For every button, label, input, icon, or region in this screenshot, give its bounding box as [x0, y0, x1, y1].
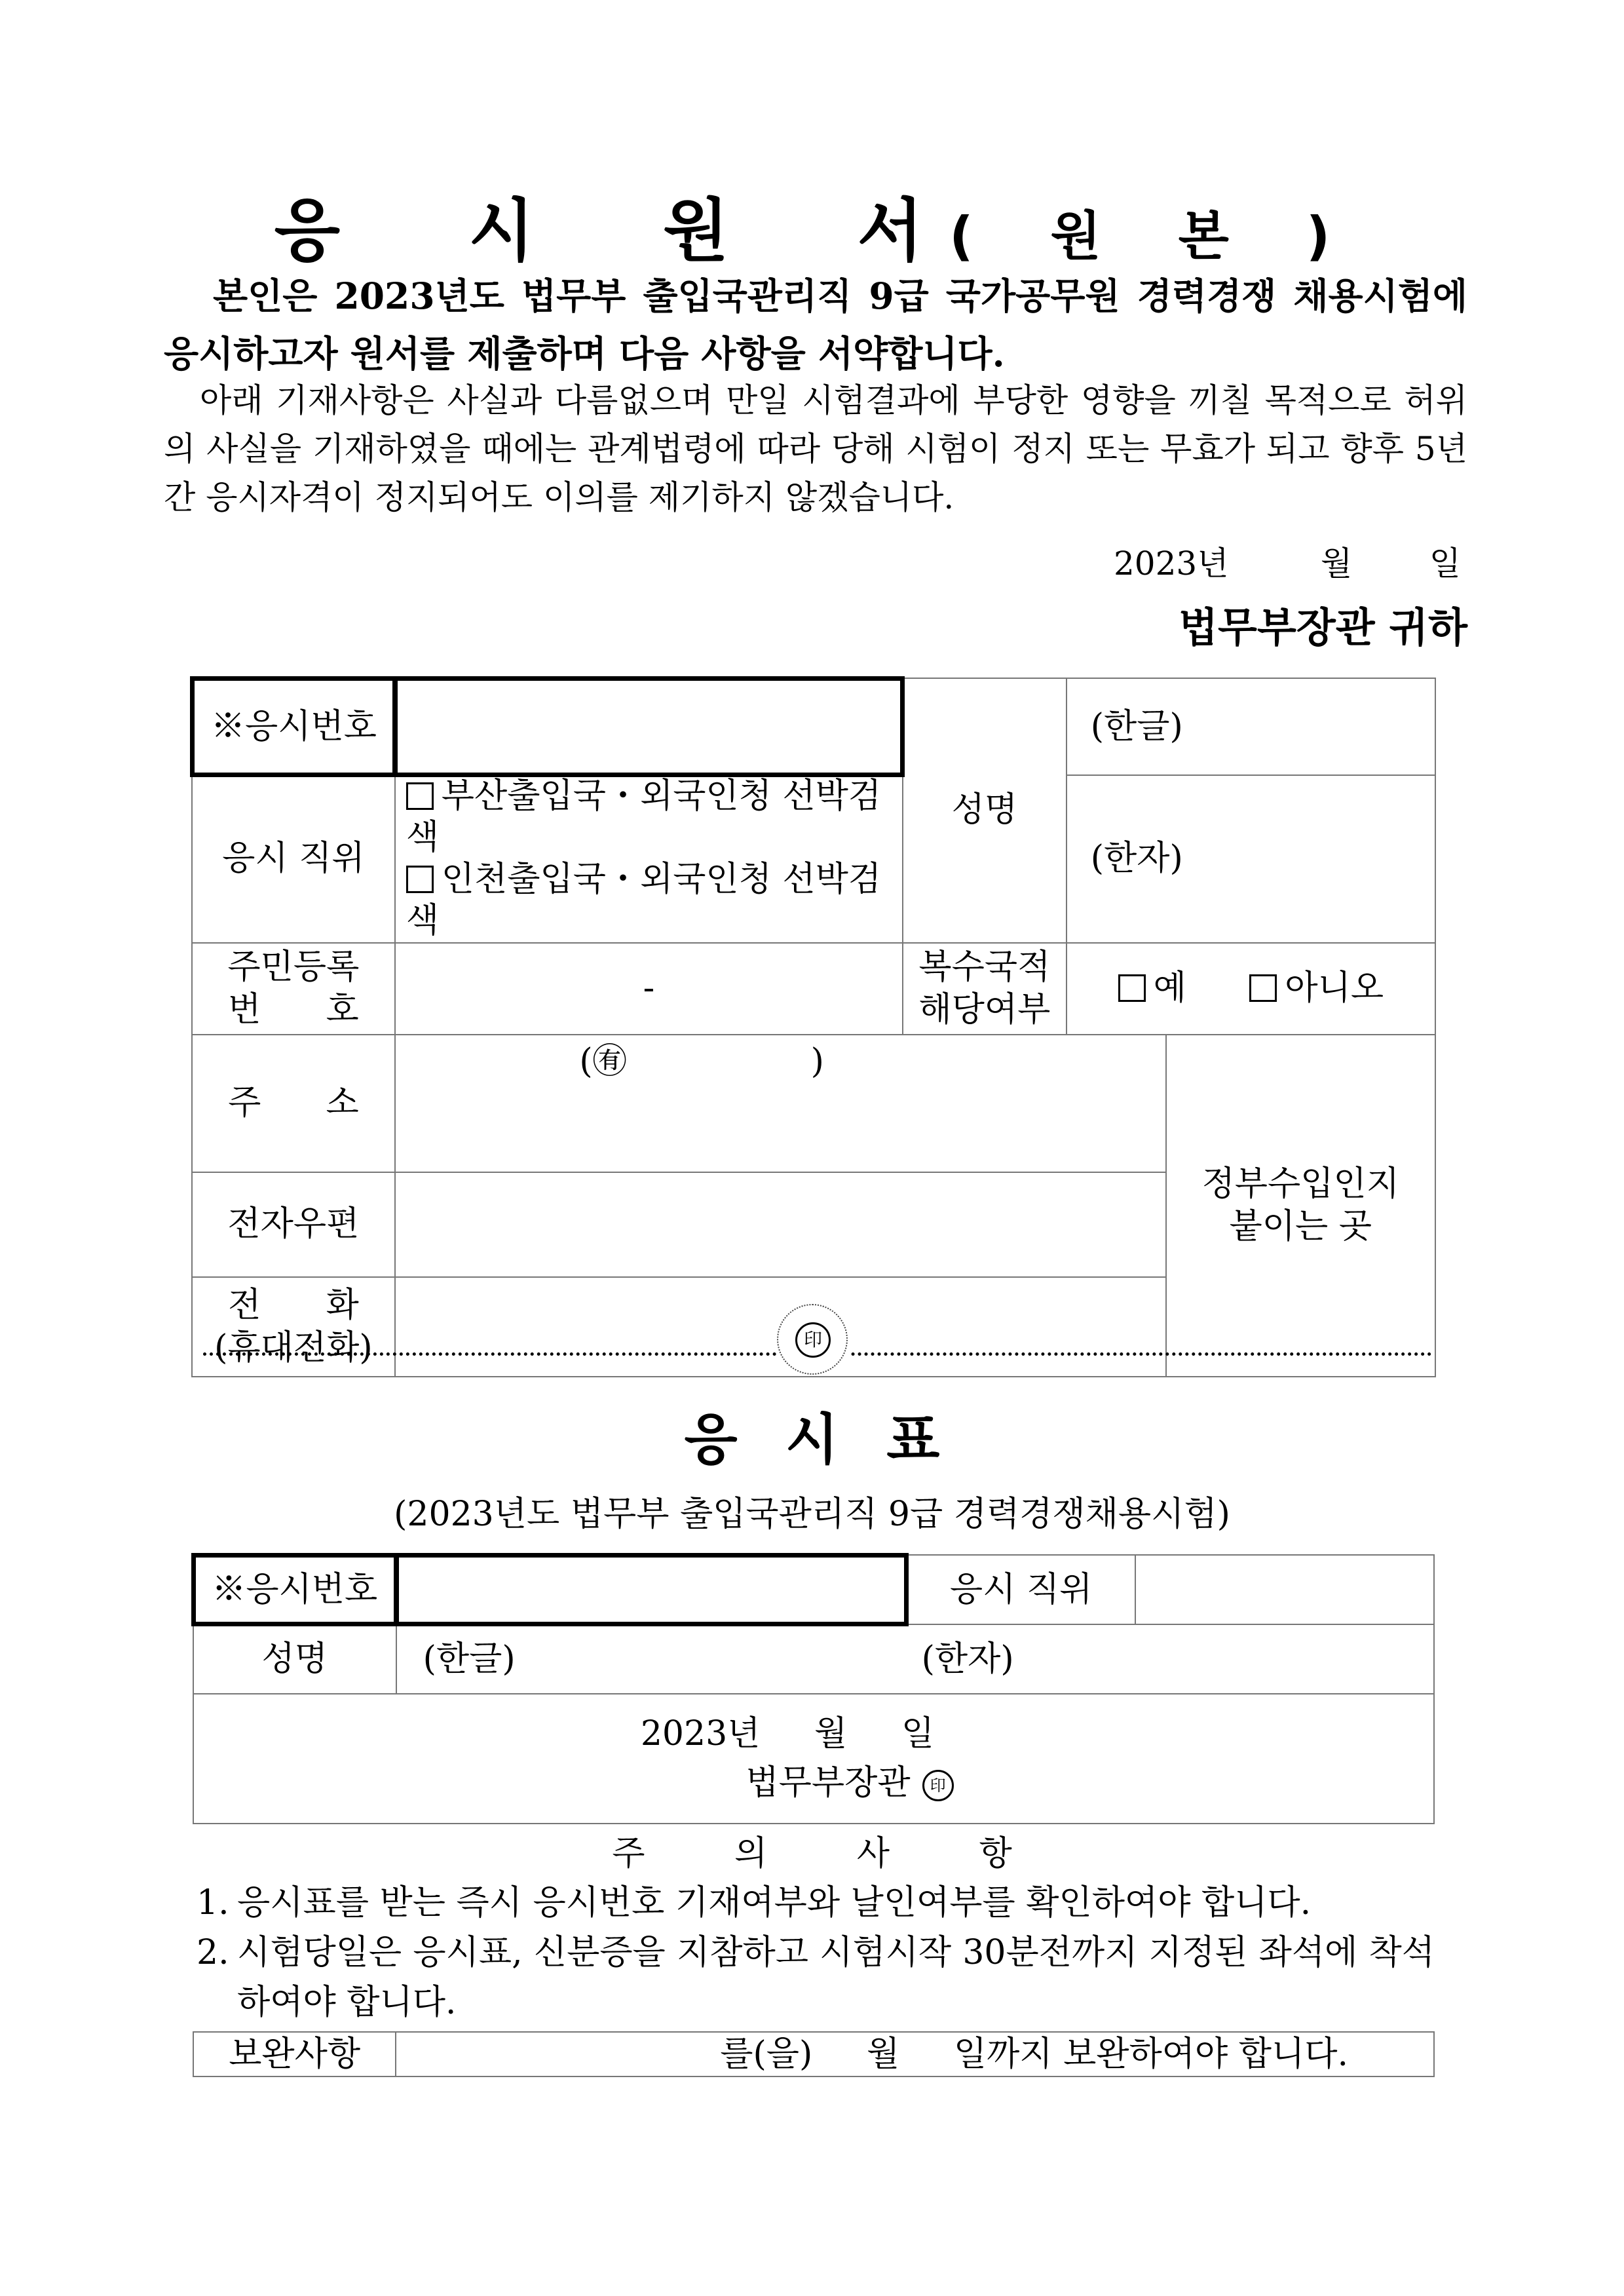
notice-item: 1. 응시표를 받는 즉시 응시번호 기재여부와 날인여부를 확인하여야 합니다.	[197, 1883, 1312, 1923]
dual-no-option[interactable]: 아니오	[1249, 968, 1384, 1008]
ticket-name-field[interactable]: (한글) (한자)	[396, 1624, 1434, 1694]
pledge-conditions: 아래 기재사항은 사실과 다름없으며 만일 시험결과에 부당한 영향을 끼칠 목적으로 허위의 사실을 기재하였을 때에는 관계법령에 따라 당해 시험이 정지 또는 무효가 되고 향후 5년간 응시자격이 정지되어도 이의를 제기하지 않겠습니다.	[164, 381, 1467, 516]
supplement-field[interactable]: 를(을) 월 일까지 보완하여야 합니다.	[396, 2032, 1434, 2076]
ticket-position-field[interactable]	[1135, 1555, 1434, 1624]
ticket-name-label: 성명	[193, 1624, 396, 1694]
checkbox-icon[interactable]	[1118, 974, 1146, 1002]
document-title: 응 시 원 서 ( 원 본 )	[274, 191, 1350, 271]
position-label: 응시 직위	[192, 775, 395, 943]
ticket-issuer: 법무부장관 印	[273, 1759, 1427, 1808]
pledge-statement: 본인은 2023년도 법무부 출입국관리직 9급 국가공무원 경력경쟁 채용시험에 응시하고자 원서를 제출하며 다음 사항을 서약합니다.	[164, 275, 1467, 375]
admission-ticket-subtitle: (2023년도 법무부 출입국관리직 9급 경력경쟁채용시험)	[394, 1495, 1230, 1534]
seal-stamp	[777, 1304, 849, 1376]
position-option-incheon[interactable]: 인천출입국・외국인청 선박검색	[406, 859, 882, 941]
supplement-table	[193, 2031, 1435, 2077]
exam-number-field[interactable]	[395, 678, 903, 775]
dual-yes-option[interactable]: 예	[1118, 968, 1186, 1008]
admission-ticket-table	[193, 1554, 1435, 1824]
position-option-busan[interactable]: 부산출입국・외국인청 선박검색	[406, 776, 882, 858]
admission-ticket-title: 응 시 표	[684, 1407, 940, 1472]
address-field[interactable]	[395, 1035, 1166, 1172]
date-year: 2023년	[1114, 545, 1229, 583]
supplement-label: 보완사항	[193, 2032, 396, 2076]
seal-icon: 印	[795, 1322, 831, 1358]
postal-code: (㊒ )	[579, 1041, 824, 1081]
ticket-exam-number-field[interactable]	[396, 1555, 907, 1624]
address-label: 주 소	[192, 1035, 395, 1172]
name-korean-field[interactable]: (한글)	[1067, 678, 1435, 775]
resident-number-label: 주민등록 번 호	[192, 943, 395, 1035]
ticket-position-label: 응시 직위	[907, 1555, 1136, 1624]
dual-nationality-options	[1067, 943, 1435, 1035]
application-date	[1114, 537, 1461, 584]
resident-number-field[interactable]: -	[395, 943, 903, 1035]
name-hanja-field[interactable]: (한자)	[1067, 775, 1435, 943]
ticket-issue-block	[193, 1694, 1434, 1824]
revenue-stamp-area: 정부수입인지 붙이는 곳	[1166, 1035, 1435, 1377]
ticket-date: 2023년 월 일	[640, 1713, 935, 1753]
ticket-exam-number-label: ※응시번호	[193, 1555, 396, 1624]
notice-title: 주 의 사 항	[612, 1834, 1012, 1873]
date-month: 월	[1320, 545, 1353, 583]
notice-item: 2. 시험당일은 응시표, 신분증을 지참하고 시험시작 30분전까지 지정된 좌석에 착석하여야 합니다.	[197, 1933, 1435, 2022]
dual-nationality-label: 복수국적 해당여부	[903, 943, 1067, 1035]
title-original-mark: ( 원 본 )	[949, 206, 1350, 267]
seal-icon: 印	[922, 1770, 954, 1801]
email-label: 전자우편	[192, 1172, 395, 1277]
position-options	[395, 775, 903, 943]
email-field[interactable]	[395, 1172, 1166, 1277]
exam-number-label: ※응시번호	[192, 678, 395, 775]
checkbox-icon[interactable]	[406, 782, 434, 810]
date-day: 일	[1429, 545, 1461, 583]
application-form-table	[191, 678, 1436, 1377]
name-label: 성명	[903, 678, 1067, 943]
recipient: 법무부장관 귀하	[1179, 603, 1467, 651]
checkbox-icon[interactable]	[406, 866, 434, 893]
checkbox-icon[interactable]	[1249, 974, 1277, 1002]
phone-label: 전 화 (휴대전화)	[192, 1277, 395, 1377]
